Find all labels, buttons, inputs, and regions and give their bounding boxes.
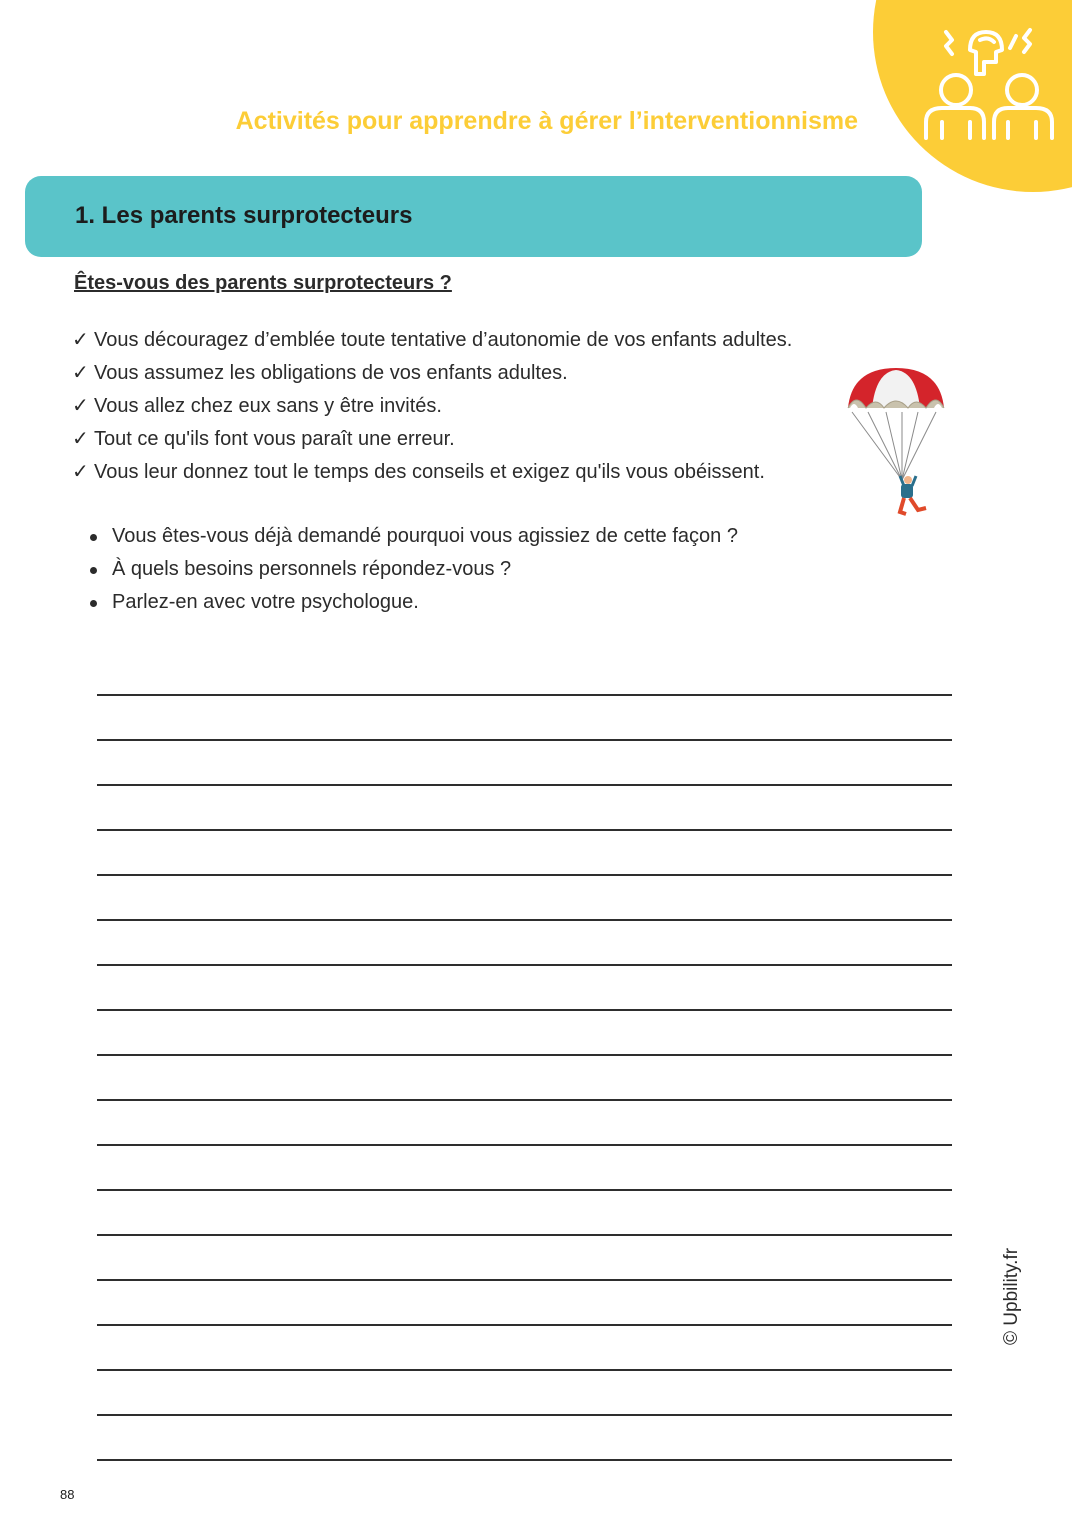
question-heading: Êtes-vous des parents surprotecteurs ? (74, 272, 452, 294)
list-item (112, 586, 738, 619)
writing-line[interactable] (97, 1009, 952, 1011)
list-item (112, 520, 738, 553)
checklist (72, 324, 792, 489)
writing-line[interactable] (97, 1054, 952, 1056)
writing-line[interactable] (97, 1099, 952, 1101)
copyright: © Upbility.fr (1001, 1247, 1022, 1345)
checklist-item (72, 357, 792, 390)
writing-area[interactable] (97, 694, 952, 1504)
reflection-list (112, 520, 738, 619)
writing-line[interactable] (97, 829, 952, 831)
section-title: 1. Les parents surprotecteurs (75, 202, 413, 229)
bullet-icon (90, 600, 97, 607)
list-item (112, 553, 738, 586)
checklist-item (72, 390, 792, 423)
bullet-icon (90, 567, 97, 574)
writing-line[interactable] (97, 1459, 952, 1461)
writing-line[interactable] (97, 1414, 952, 1416)
writing-line[interactable] (97, 1369, 952, 1371)
checklist-item-text: Vous allez chez eux sans y être invités. (94, 395, 442, 417)
list-item-text: Parlez-en avec votre psychologue. (112, 591, 419, 613)
checklist-item-text: Vous assumez les obligations de vos enfants adultes. (94, 362, 568, 384)
check-icon: ✓ (72, 461, 89, 483)
checklist-item (72, 456, 792, 489)
writing-line[interactable] (97, 784, 952, 786)
writing-line[interactable] (97, 919, 952, 921)
parachute-icon (842, 364, 948, 528)
writing-line[interactable] (97, 1234, 952, 1236)
two-people-stress-icon (918, 18, 1060, 142)
checklist-item (72, 324, 792, 357)
checklist-item-text: Vous découragez d’emblée toute tentative d’autonomie de vos enfants adultes. (94, 329, 793, 351)
page-number: 88 (60, 1487, 75, 1502)
check-icon: ✓ (72, 395, 89, 417)
writing-line[interactable] (97, 874, 952, 876)
check-icon: ✓ (72, 428, 89, 450)
checklist-item (72, 423, 792, 456)
chapter-title: Activités pour apprendre à gérer l’interventionnisme (235, 107, 858, 135)
check-icon: ✓ (72, 362, 89, 384)
check-icon: ✓ (72, 329, 89, 351)
list-item-text: Vous êtes-vous déjà demandé pourquoi vous agissiez de cette façon ? (112, 525, 738, 547)
writing-line[interactable] (97, 739, 952, 741)
writing-line[interactable] (97, 1324, 952, 1326)
checklist-item-text: Tout ce qu'ils font vous paraît une erreur. (94, 428, 455, 450)
writing-line[interactable] (97, 1279, 952, 1281)
writing-line[interactable] (97, 694, 952, 696)
writing-line[interactable] (97, 964, 952, 966)
list-item-text: À quels besoins personnels répondez-vous ? (112, 558, 512, 580)
writing-line[interactable] (97, 1144, 952, 1146)
bullet-icon (90, 534, 97, 541)
writing-line[interactable] (97, 1189, 952, 1191)
section-banner (25, 176, 922, 257)
checklist-item-text: Vous leur donnez tout le temps des conseils et exigez qu'ils vous obéissent. (94, 461, 765, 483)
